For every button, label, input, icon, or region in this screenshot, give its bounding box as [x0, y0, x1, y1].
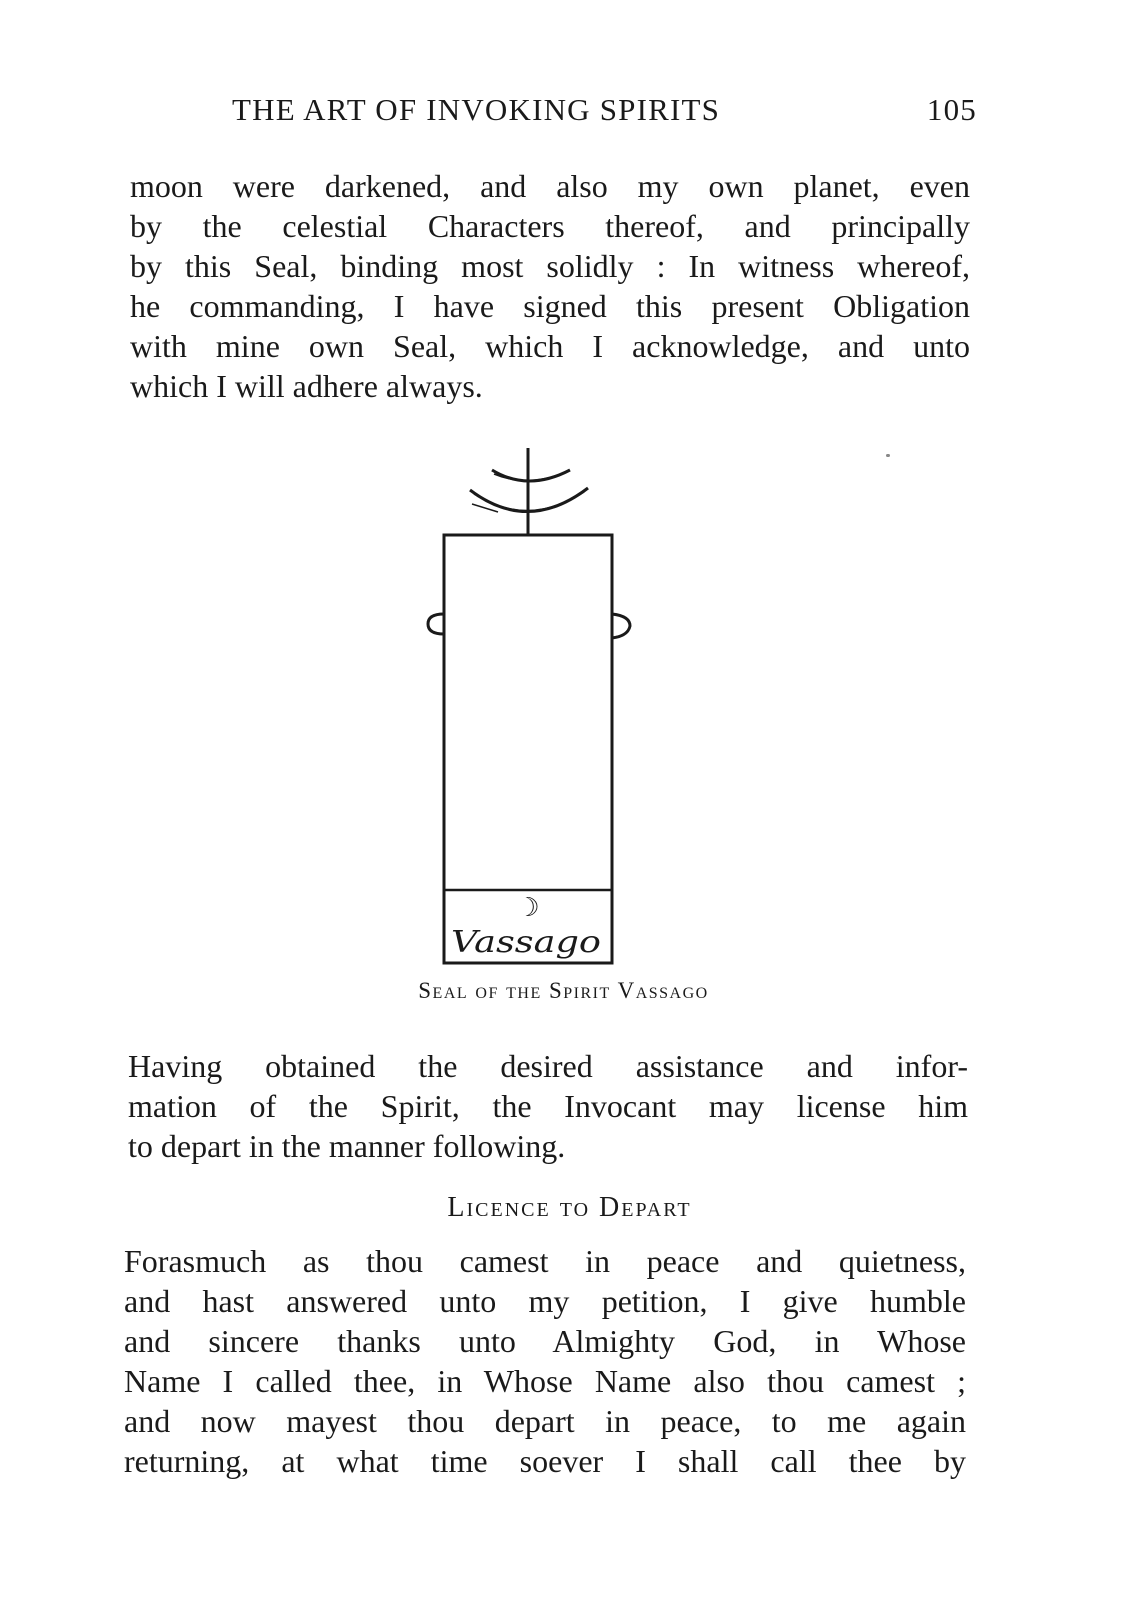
running-header	[232, 92, 977, 132]
seal-inscription: Vassago	[451, 925, 601, 960]
text-line: moon were darkened, and also my own planet, even	[130, 168, 970, 204]
text-line: he commanding, I have signed this present Obligation	[130, 288, 970, 324]
text-line: Having obtained the desired assistance and infor-	[128, 1048, 968, 1084]
text-line: which I will adhere always.	[130, 368, 483, 404]
text-line: by this Seal, binding most solidly : In witness whereof,	[130, 248, 970, 284]
text-line: to depart in the manner following.	[128, 1128, 566, 1164]
running-title: THE ART OF INVOKING SPIRITS	[232, 92, 721, 127]
text-line: with mine own Seal, which I acknowledge, and unto	[130, 328, 970, 364]
paragraph-departure-intro	[128, 1046, 968, 1166]
text-line: and hast answered unto my petition, I give humble	[124, 1283, 966, 1319]
figure-caption: Seal of the Spirit Vassago	[418, 978, 709, 1003]
text-line: Name I called thee, in Whose Name also thou camest ;	[124, 1363, 966, 1399]
text-line: mation of the Spirit, the Invocant may license him	[128, 1088, 968, 1124]
paragraph-licence	[124, 1241, 966, 1481]
paragraph-obligation	[130, 166, 970, 406]
page-number: 105	[926, 92, 977, 127]
section-heading: Licence to Depart	[447, 1192, 692, 1223]
text-line: returning, at what time soever I shall call thee by	[124, 1443, 966, 1479]
seal-of-vassago-figure	[420, 442, 650, 972]
print-speck	[886, 454, 890, 457]
moon-symbol-icon: ☽	[516, 893, 540, 923]
text-line: and sincere thanks unto Almighty God, in Whose	[124, 1323, 966, 1359]
text-line: Forasmuch as thou camest in peace and quietness,	[124, 1243, 966, 1279]
text-line: by the celestial Characters thereof, and principally	[130, 208, 970, 244]
text-line: and now mayest thou depart in peace, to me again	[124, 1403, 966, 1439]
